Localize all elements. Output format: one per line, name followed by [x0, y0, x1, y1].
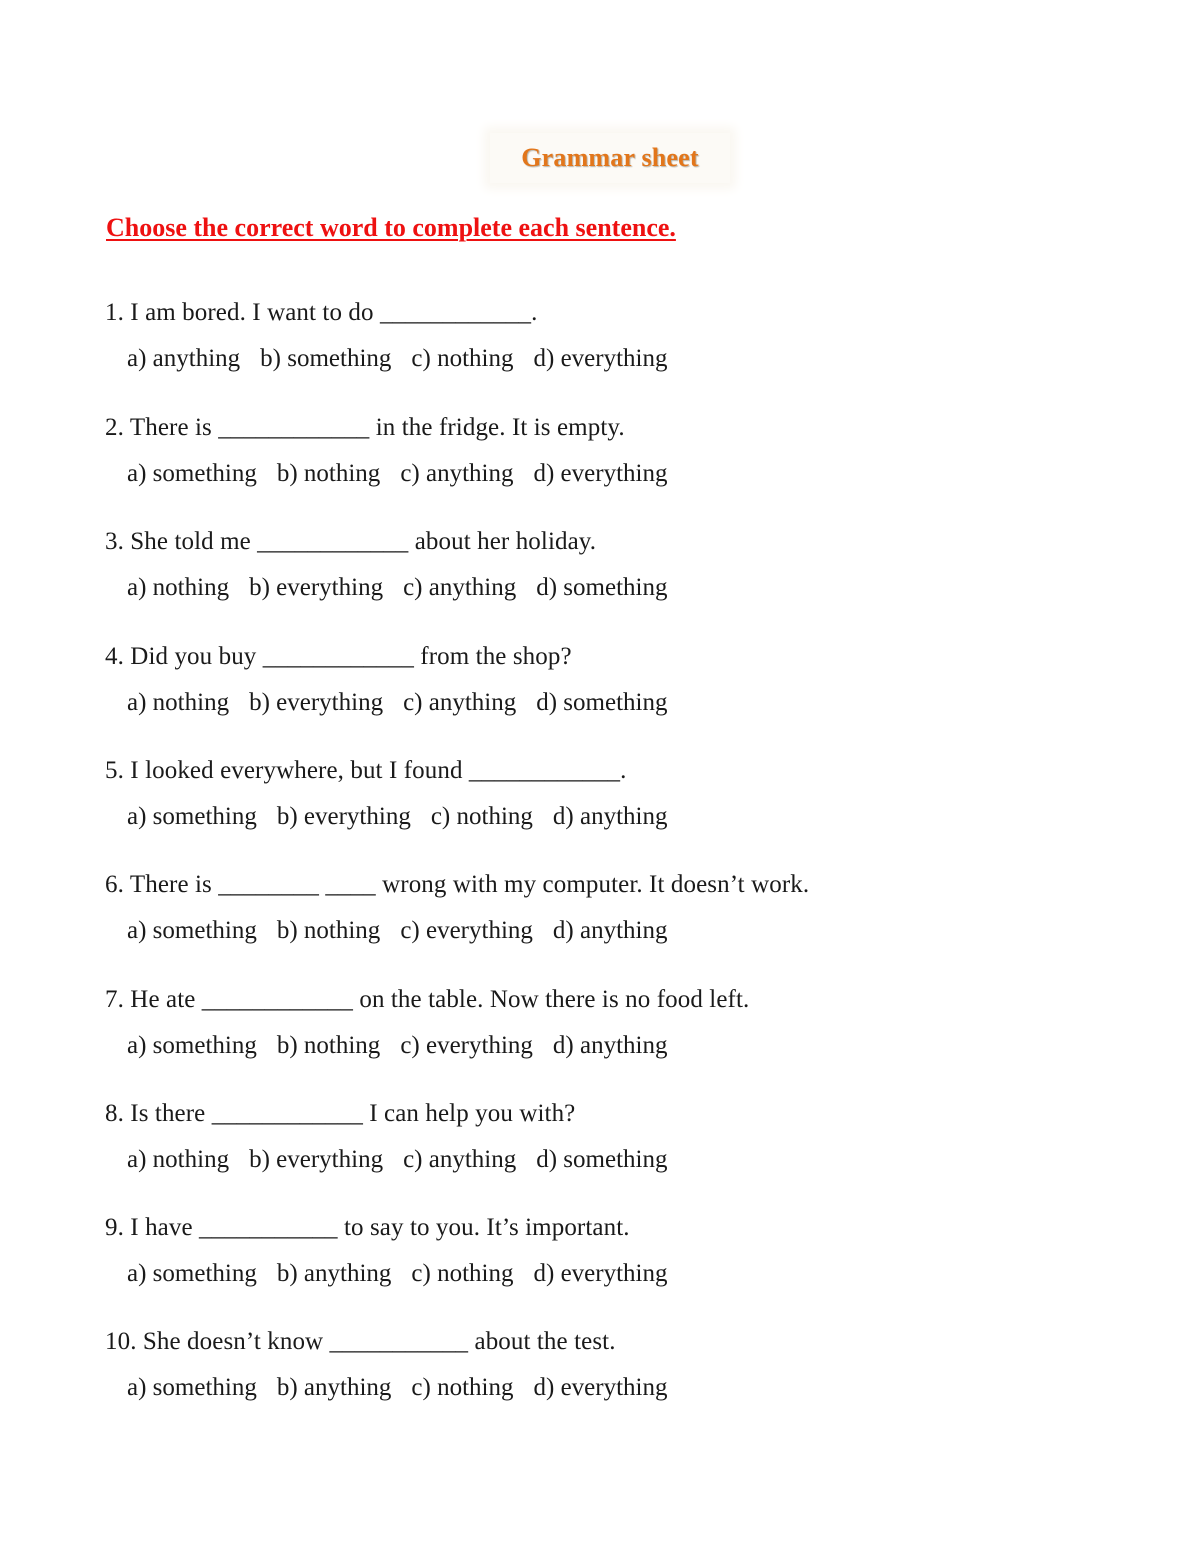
option-d: d) something: [536, 689, 668, 716]
question-stem: 1. I am bored. I want to do ____________.: [105, 299, 538, 326]
page-title: Grammar sheet: [521, 143, 699, 172]
option-b: b) anything: [276, 1374, 392, 1401]
option-a: a) something: [127, 460, 257, 487]
option-d: d) anything: [552, 803, 668, 830]
option-a: a) something: [127, 1260, 257, 1287]
option-c: c) anything: [403, 1146, 517, 1173]
option-b: b) nothing: [276, 917, 381, 944]
option-b: b) something: [260, 345, 392, 372]
question-item: [105, 413, 1105, 489]
option-b: b) nothing: [276, 460, 381, 487]
option-b: b) everything: [249, 574, 384, 601]
option-c: c) nothing: [430, 803, 533, 830]
option-a: a) something: [127, 1032, 257, 1059]
question-item: [105, 298, 1105, 374]
answer-options: [127, 688, 1105, 718]
instruction-text: Choose the correct word to complete each sentence.: [106, 213, 676, 242]
answer-options: [127, 1145, 1105, 1175]
option-b: b) everything: [276, 803, 411, 830]
question-stem: 8. Is there ____________ I can help you with?: [105, 1100, 576, 1127]
question-item: [105, 527, 1105, 603]
option-c: c) anything: [403, 689, 517, 716]
question-stem: 9. I have ___________ to say to you. It’s important.: [105, 1214, 630, 1241]
option-a: a) anything: [127, 345, 241, 372]
option-d: d) everything: [533, 460, 668, 487]
option-c: c) anything: [403, 574, 517, 601]
option-d: d) something: [536, 574, 668, 601]
option-b: b) anything: [276, 1260, 392, 1287]
option-c: c) everything: [400, 1032, 533, 1059]
question-item: [105, 1213, 1105, 1289]
answer-options: [127, 344, 1105, 374]
option-a: a) nothing: [127, 1146, 230, 1173]
option-d: d) anything: [552, 917, 668, 944]
question-stem: 6. There is ________ ____ wrong with my computer. It doesn’t work.: [105, 871, 810, 898]
title-box: [490, 133, 730, 183]
answer-options: [127, 459, 1105, 489]
answer-options: [127, 1373, 1105, 1403]
option-d: d) something: [536, 1146, 668, 1173]
option-b: b) everything: [249, 689, 384, 716]
answer-options: [127, 802, 1105, 832]
option-d: d) everything: [533, 345, 668, 372]
question-item: [105, 642, 1105, 718]
option-a: a) something: [127, 917, 257, 944]
question-item: [105, 870, 1105, 946]
question-item: [105, 1099, 1105, 1175]
option-a: a) nothing: [127, 689, 230, 716]
answer-options: [127, 573, 1105, 603]
question-item: [105, 1327, 1105, 1403]
question-item: [105, 756, 1105, 832]
option-c: c) nothing: [411, 1260, 514, 1287]
question-stem: 3. She told me ____________ about her holiday.: [105, 528, 597, 555]
question-item: [105, 985, 1105, 1061]
option-c: c) nothing: [411, 345, 514, 372]
answer-options: [127, 1031, 1105, 1061]
answer-options: [127, 1259, 1105, 1289]
option-d: d) everything: [533, 1374, 668, 1401]
option-a: a) something: [127, 803, 257, 830]
option-b: b) nothing: [276, 1032, 381, 1059]
option-c: c) anything: [400, 460, 514, 487]
option-c: c) nothing: [411, 1374, 514, 1401]
option-a: a) nothing: [127, 574, 230, 601]
question-stem: 7. He ate ____________ on the table. Now there is no food left.: [105, 986, 750, 1013]
option-d: d) anything: [552, 1032, 668, 1059]
question-stem: 2. There is ____________ in the fridge. It is empty.: [105, 414, 625, 441]
question-stem: 5. I looked everywhere, but I found ____________.: [105, 757, 627, 784]
option-d: d) everything: [533, 1260, 668, 1287]
option-c: c) everything: [400, 917, 533, 944]
question-stem: 4. Did you buy ____________ from the shop?: [105, 643, 572, 670]
question-stem: 10. She doesn’t know ___________ about the test.: [105, 1328, 616, 1355]
option-b: b) everything: [249, 1146, 384, 1173]
option-a: a) something: [127, 1374, 257, 1401]
answer-options: [127, 916, 1105, 946]
